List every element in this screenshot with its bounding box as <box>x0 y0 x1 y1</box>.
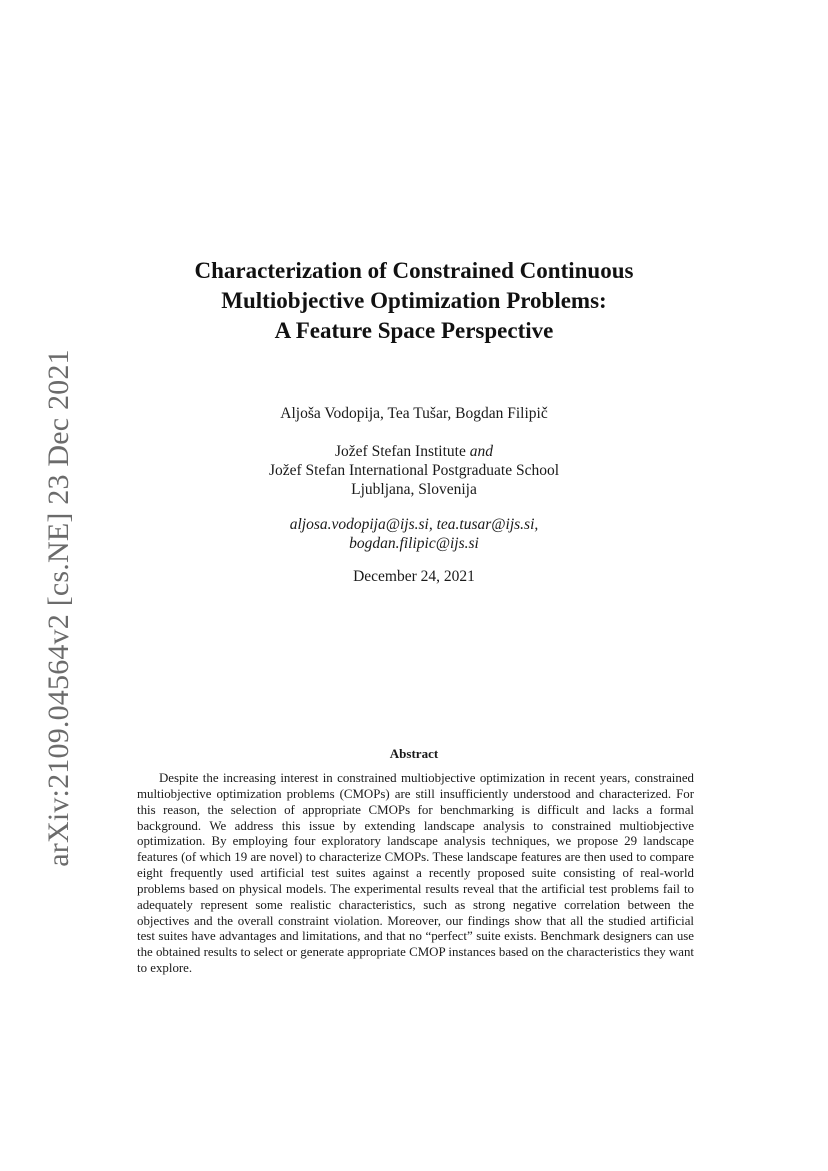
title-line-3: A Feature Space Perspective <box>274 318 554 343</box>
email-line-1: aljosa.vodopija@ijs.si, tea.tusar@ijs.si, <box>289 516 539 533</box>
abstract-heading: Abstract <box>389 746 439 761</box>
email-line-2: bogdan.filipic@ijs.si <box>349 535 479 552</box>
arxiv-identifier-stamp: arXiv:2109.04564v2 [cs.NE] 23 Dec 2021 <box>42 349 75 867</box>
affiliation-block <box>0 442 828 499</box>
author-list: Aljoša Vodopija, Tea Tušar, Bogdan Filipič <box>280 405 548 422</box>
abstract-text: Despite the increasing interest in constrained multiobjective optimization in recent years, constrained multiobjective optimization problems (CMOPs) are still insufficiently understood and characterized. For this reason, the selection of appropriate CMOPs for benchmarking is difficult and lacks a formal background. We address this issue by extending landscape analysis to constrained multiobjective optimization. By employing four exploratory landscape analysis techniques, we propose 29 landscape features (of which 19 are novel) to characterize CMOPs. These landscape features are then used to compare eight frequently used artificial test suites against a recently proposed suite consisting of real-world problems based on physical models. The experimental results reveal that the artificial test problems fail to adequately represent some realistic characteristics, such as strong negative correlation between the objectives and the overall constraint violation. Moreover, our findings show that all the studied artificial test suites have advantages and limitations, and that no “perfect” suite exists. Benchmark designers can use the obtained results to select or generate appropriate CMOP instances based on the characteristics they want to explore. <box>137 771 694 976</box>
paper-title <box>0 256 828 346</box>
affiliation-institute: Jožef Stefan Institute <box>335 443 466 460</box>
affiliation-conjunction: and <box>469 443 493 460</box>
affiliation-school: Jožef Stefan International Postgraduate School <box>268 462 560 479</box>
affiliation-location: Ljubljana, Slovenija <box>351 481 477 498</box>
email-block <box>0 515 828 553</box>
affiliation-institute-line <box>0 442 828 461</box>
title-line-1: Characterization of Constrained Continuous <box>194 258 634 283</box>
title-line-2: Multiobjective Optimization Problems: <box>221 288 607 313</box>
paper-date: December 24, 2021 <box>353 568 475 585</box>
